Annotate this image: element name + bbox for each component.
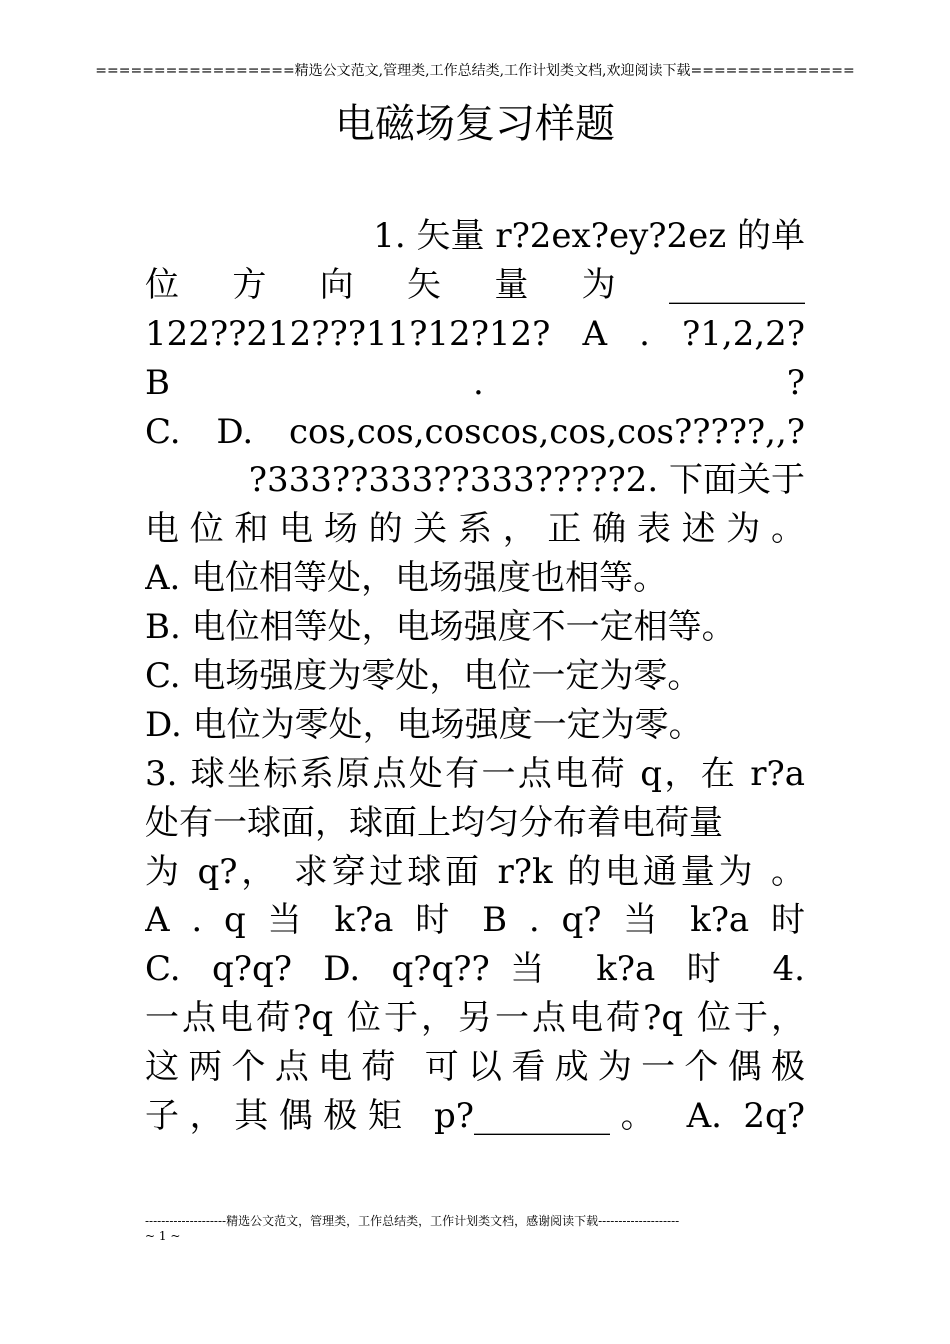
text-line: B. 电位相等处，电场强度不一定相等。 (145, 607, 736, 648)
text-line: 122??212???11?12?12? A . ?1,2,2? (145, 313, 805, 354)
text-line: C. 电场强度为零处，电位一定为零。 (145, 656, 702, 697)
page-footer: --------------------精选公文范文，管理类，工作总结类，工作计划类文档，感谢阅读下载-------------------- (145, 1214, 680, 1228)
text-line: 位 方 向 矢 量 为 ________ (145, 264, 805, 305)
text-line: 子，其偶极矩 p?________。 A. 2q? (145, 1096, 805, 1137)
document-title: 电磁场复习样题 (335, 101, 615, 147)
text-line: A . q 当 k?a 时 B . q? 当 k?a 时 (145, 900, 805, 941)
text-line: D. 电位为零处，电场强度一定为零。 (145, 704, 703, 745)
text-line: 1. 矢量 r?2ex?ey?2ez 的单 (373, 216, 805, 256)
text-line: ?333??333??333?????2. 下面关于 (248, 460, 805, 501)
page-number: ~ 1 ~ (145, 1229, 181, 1243)
text-line: 3. 球坐标系原点处有一点电荷 q，在 r?a (145, 753, 805, 794)
text-line: 一点电荷?q 位于，另一点电荷?q 位于， (145, 998, 805, 1039)
document-body (145, 212, 805, 1141)
page-header: =================精选公文范文,管理类,工作总结类,工作计划类文档,欢迎阅读下载============== (95, 63, 855, 79)
text-line: B . ? (145, 362, 805, 403)
text-line: C. D. cos,cos,coscos,cos,cos?????,,? (145, 411, 805, 452)
text-line: 为 q?， 求穿过球面 r?k 的电通量为 。 (145, 851, 805, 892)
text-line: 处有一球面，球面上均匀分布着电荷量 (145, 802, 723, 843)
text-line: 电位和电场的关系，正确表述为。 (145, 509, 805, 550)
text-line: A. 电位相等处，电场强度也相等。 (145, 558, 668, 599)
text-line: C. q?q? D. q?q??当 k?a 时 4. (145, 949, 805, 990)
text-line: 这两个点电荷 可以看成为一个偶极 (145, 1047, 805, 1088)
